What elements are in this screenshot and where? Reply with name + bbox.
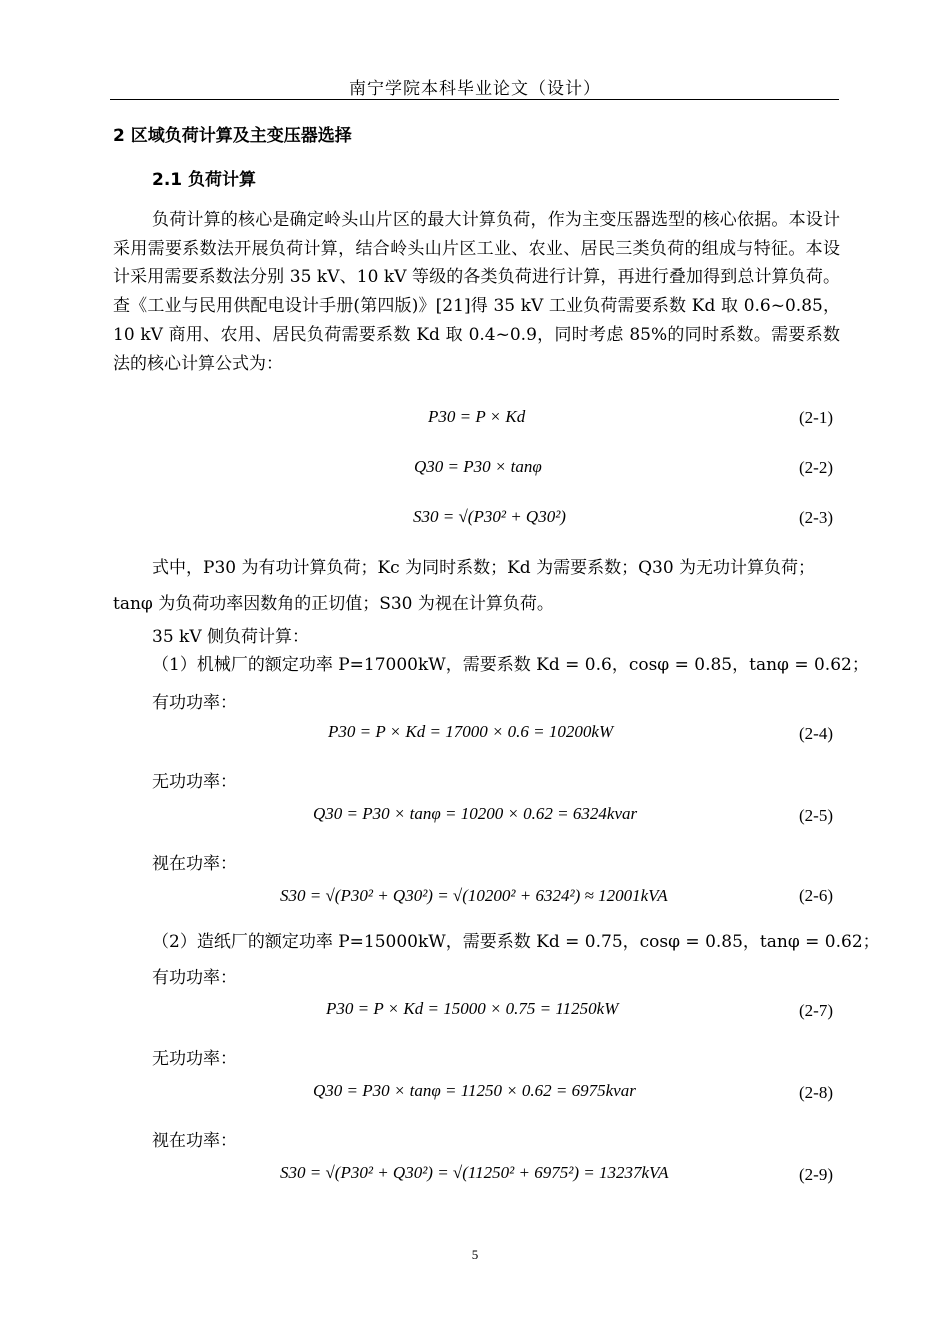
- label-reactive-power-1: 无功功率：: [152, 772, 237, 792]
- equation-2-3: S30 = √(P30² + Q30²): [413, 507, 566, 526]
- header-rule: [110, 99, 839, 100]
- equation-number-2-2: (2-2): [799, 458, 833, 477]
- equation-2-5: Q30 = P30 × tanφ = 10200 × 0.62 = 6324kvar: [313, 804, 638, 823]
- item-1-machinery-plant: （1）机械厂的额定功率 P=17000kW，需要系数 Kd = 0.6，cosφ = 0.85，tanφ = 0.62；: [152, 655, 869, 675]
- equation-2-4: P30 = P × Kd = 17000 × 0.6 = 10200kW: [328, 722, 614, 741]
- intro-paragraph: 负荷计算的核心是确定岭头山片区的最大计算负荷，作为主变压器选型的核心依据。本设计采用需要系数法开展负荷计算，结合岭头山片区工业、农业、居民三类负荷的组成与特征。本设计采用需要系数法分别 35 kV、10 kV 等级的各类负荷进行计算，再进行叠加得到总计算负荷。查《工业与民用供配电设计手册(第四版)》[21]得 35 kV 工业负荷需要系数 Kd 取 0.6~0.85，10 kV 商用、农用、居民负荷需要系数 Kd 取 0.4~0.9，同时考虑 85%的同时系数。需要系数法的核心计算公式为：: [113, 210, 840, 374]
- equation-number-2-1: (2-1): [799, 408, 833, 427]
- label-reactive-power-2: 无功功率：: [152, 1049, 237, 1069]
- section-heading: 2 区域负荷计算及主变压器选择: [113, 126, 352, 146]
- equation-number-2-3: (2-3): [799, 508, 833, 527]
- equation-2-1: P30 = P × Kd: [428, 407, 526, 426]
- equation-number-2-9: (2-9): [799, 1165, 833, 1184]
- equation-2-7: P30 = P × Kd = 15000 × 0.75 = 11250kW: [326, 999, 619, 1018]
- label-apparent-power-1: 视在功率：: [152, 854, 237, 874]
- equation-number-2-5: (2-5): [799, 806, 833, 825]
- symbol-explanation-1: 式中，P30 为有功计算负荷；Kc 为同时系数；Kd 为需要系数；Q30 为无功计算负荷；: [152, 558, 816, 578]
- equation-2-9: S30 = √(P30² + Q30²) = √(11250² + 6975²) = 13237kVA: [280, 1163, 669, 1182]
- equation-2-6: S30 = √(P30² + Q30²) = √(10200² + 6324²) ≈ 12001kVA: [280, 886, 668, 905]
- item-2-paper-mill: （2）造纸厂的额定功率 P=15000kW，需要系数 Kd = 0.75，cosφ = 0.85，tanφ = 0.62；: [152, 932, 880, 952]
- running-header: 南宁学院本科毕业论文（设计）: [349, 79, 601, 99]
- page-number: 5: [471, 1247, 479, 1262]
- equation-2-2: Q30 = P30 × tanφ: [414, 457, 542, 476]
- label-apparent-power-2: 视在功率：: [152, 1131, 237, 1151]
- equation-2-8: Q30 = P30 × tanφ = 11250 × 0.62 = 6975kvar: [313, 1081, 636, 1100]
- equation-number-2-6: (2-6): [799, 886, 833, 905]
- equation-number-2-7: (2-7): [799, 1001, 833, 1020]
- equation-number-2-4: (2-4): [799, 724, 833, 743]
- side-35kv-title: 35 kV 侧负荷计算：: [152, 627, 310, 647]
- equation-number-2-8: (2-8): [799, 1083, 833, 1102]
- label-active-power-2: 有功功率：: [152, 968, 237, 988]
- subsection-heading: 2.1 负荷计算: [152, 170, 257, 190]
- label-active-power-1: 有功功率：: [152, 693, 237, 713]
- symbol-explanation-2: tanφ 为负荷功率因数角的正切值；S30 为视在计算负荷。: [113, 594, 554, 614]
